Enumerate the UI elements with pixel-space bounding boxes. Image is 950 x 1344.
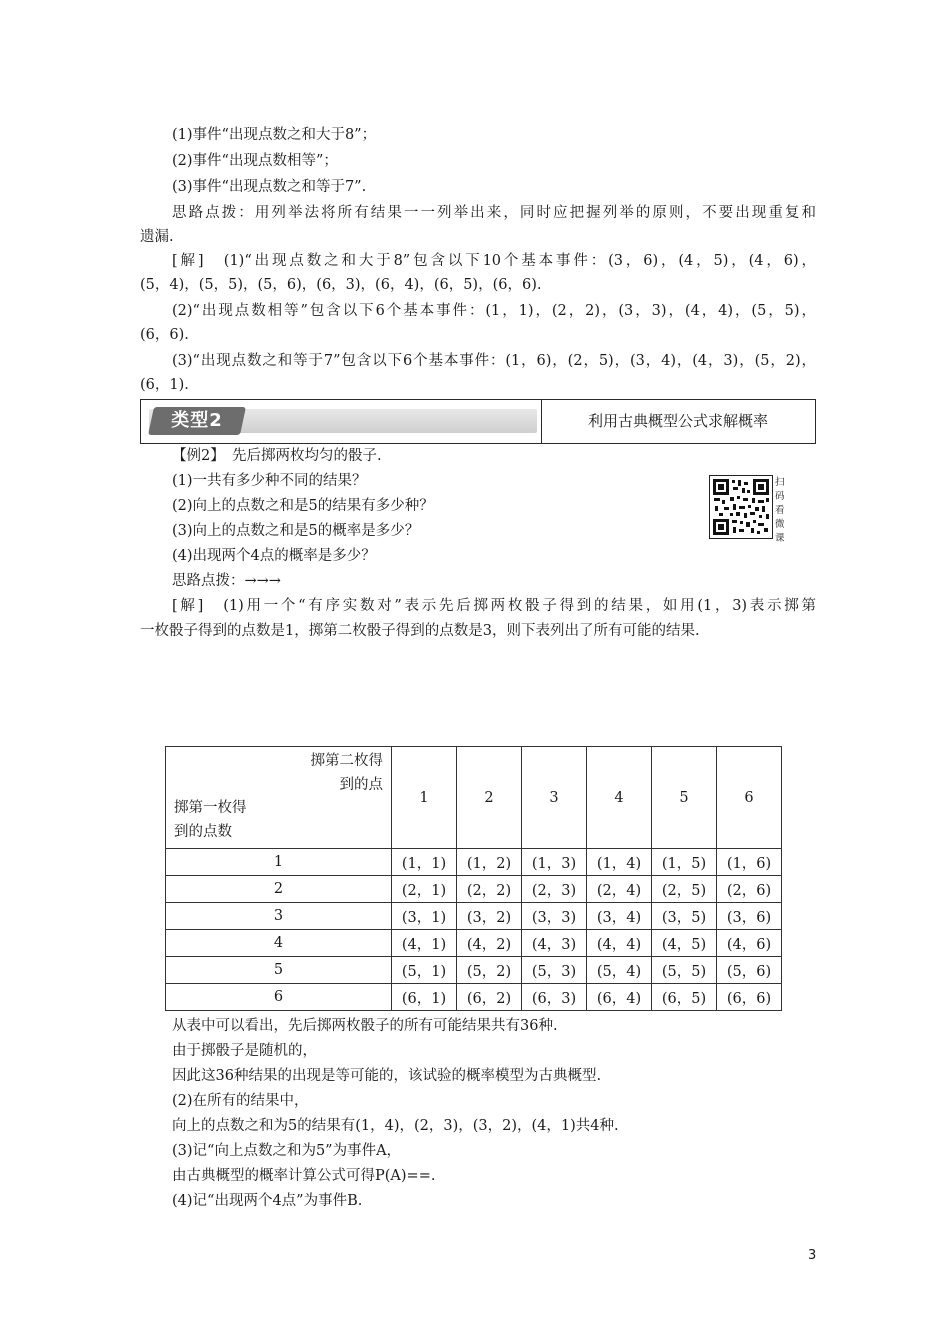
section-title: 利用古典概型公式求解概率: [587, 412, 768, 430]
table-cell: (5，3): [522, 957, 587, 984]
table-cell: (1，3): [522, 849, 587, 876]
solution-3-line-a: (3)“出现点数之和等于7”包含以下6个基本事件：(1，6)，(2，5)，(3，4)，(4，3)，(5，2)，: [172, 353, 816, 369]
question-3: (3)向上的点数之和是5的概率是多少？: [172, 523, 420, 539]
table-corner-cell: [166, 747, 392, 849]
column-header: 2: [457, 747, 522, 849]
conclusion-line-3: 因此这36种结果的出现是等可能的，该试验的概率模型为古典概型.: [172, 1068, 602, 1084]
column-header: 3: [522, 747, 587, 849]
event-item-3: (3)事件“出现点数之和等于7”.: [172, 179, 367, 195]
table-row: [166, 876, 782, 903]
question-1: (1)一共有多少种不同的结果？: [172, 473, 367, 489]
table-cell: (6，1): [392, 984, 457, 1011]
column-header: 1: [392, 747, 457, 849]
table-cell: (3，4): [587, 903, 652, 930]
corner-bottom-line-2: 到的点数: [174, 824, 232, 840]
row-label: 3: [166, 903, 392, 930]
question-2: (2)向上的点数之和是5的结果有多少种？: [172, 498, 434, 514]
table-cell: (1，2): [457, 849, 522, 876]
table-row: [166, 957, 782, 984]
table-cell: (4，2): [457, 930, 522, 957]
table-cell: (6，4): [587, 984, 652, 1011]
corner-top-line-2: 到的点: [339, 777, 383, 793]
table-cell: (3，3): [522, 903, 587, 930]
conclusion-line-5: 向上的点数之和为5的结果有(1，4)，(2，3)，(3，2)，(4，1)共4种.: [172, 1118, 619, 1134]
table-cell: (5，4): [587, 957, 652, 984]
table-cell: (1，4): [587, 849, 652, 876]
row-label: 5: [166, 957, 392, 984]
section-header-bar: [140, 399, 816, 444]
table-cell: (6，2): [457, 984, 522, 1011]
table-cell: (5，2): [457, 957, 522, 984]
hint-2: 思路点拨：→→→: [172, 573, 281, 589]
hint-1-line-b: 遗漏.: [140, 229, 174, 245]
conclusion-line-6: (3)记“向上点数之和为5”为事件A，: [172, 1143, 402, 1159]
row-label: 6: [166, 984, 392, 1011]
table-cell: (3，2): [457, 903, 522, 930]
outcomes-table: [165, 746, 782, 1011]
section-tag-chip: [148, 407, 246, 435]
table-row: [166, 984, 782, 1011]
table-cell: (4，5): [652, 930, 717, 957]
table-cell: (2，1): [392, 876, 457, 903]
table-cell: (2，4): [587, 876, 652, 903]
solution-2-line-b: (6，6).: [140, 327, 189, 343]
table-cell: (6，6): [717, 984, 782, 1011]
table-cell: (3，5): [652, 903, 717, 930]
conclusion-line-8: (4)记“出现两个4点”为事件B.: [172, 1193, 363, 1209]
corner-bottom-line-1: 掷第一枚得: [174, 800, 247, 816]
conclusion-line-4: (2)在所有的结果中，: [172, 1093, 309, 1109]
table-cell: (2，6): [717, 876, 782, 903]
table-cell: (2，3): [522, 876, 587, 903]
row-label: 2: [166, 876, 392, 903]
table-cell: (4，3): [522, 930, 587, 957]
table-cell: (4，4): [587, 930, 652, 957]
solution-4-line-a: [解] (1)用一个“有序实数对”表示先后掷两枚骰子得到的结果，如用(1，3)表示掷第: [172, 598, 816, 614]
solution-2-line-a: (2)“出现点数相等”包含以下6个基本事件：(1，1)，(2，2)，(3，3)，(4，4)，(5，5)，: [172, 303, 816, 319]
column-header: 4: [587, 747, 652, 849]
column-header: 6: [717, 747, 782, 849]
solution-3-line-b: (6，1).: [140, 377, 189, 393]
table-row: [166, 930, 782, 957]
example-title: 【例2】 先后掷两枚均匀的骰子.: [172, 448, 382, 464]
solution-4-line-b: 一枚骰子得到的点数是1，掷第二枚骰子得到的点数是3，则下表列出了所有可能的结果.: [140, 623, 700, 639]
conclusion-line-1: 从表中可以看出，先后掷两枚骰子的所有可能结果共有36种.: [172, 1018, 558, 1034]
table-cell: (1，5): [652, 849, 717, 876]
row-label: 4: [166, 930, 392, 957]
table-cell: (6，3): [522, 984, 587, 1011]
table-cell: (2，2): [457, 876, 522, 903]
qr-code-icon[interactable]: [709, 475, 773, 539]
row-label: 1: [166, 849, 392, 876]
hint-1-line-a: 思路点拨：用列举法将所有结果一一列举出来，同时应把握列举的原则，不要出现重复和: [172, 205, 816, 221]
section-tag-label: 类型2: [171, 410, 223, 431]
question-4: (4)出现两个4点的概率是多少？: [172, 548, 376, 564]
column-header: 5: [652, 747, 717, 849]
table-cell: (1，6): [717, 849, 782, 876]
table-header-row: [166, 747, 782, 849]
event-item-1: (1)事件“出现点数之和大于8”；: [172, 127, 377, 143]
table-cell: (6，5): [652, 984, 717, 1011]
table-cell: (5，5): [652, 957, 717, 984]
conclusion-line-7: 由古典概型的概率计算公式可得P(A)==.: [172, 1168, 436, 1184]
solution-1-line-b: (5，4)，(5，5)，(5，6)，(6，3)，(6，4)，(6，5)，(6，6).: [140, 277, 542, 293]
table-cell: (3，6): [717, 903, 782, 930]
table-cell: (3，1): [392, 903, 457, 930]
table-cell: (4，1): [392, 930, 457, 957]
table-cell: (5，6): [717, 957, 782, 984]
table-cell: (2，5): [652, 876, 717, 903]
section-tag: [141, 400, 542, 443]
table-row: [166, 849, 782, 876]
table-cell: (4，6): [717, 930, 782, 957]
table-row: [166, 903, 782, 930]
qr-caption: 扫码看微课: [775, 477, 785, 544]
table-cell: (5，1): [392, 957, 457, 984]
page-number: 3: [808, 1248, 817, 1263]
table-cell: (1，1): [392, 849, 457, 876]
solution-1-line-a: [解] (1)“出现点数之和大于8”包含以下10个基本事件：(3，6)，(4，5)，(4，6)，: [172, 253, 816, 269]
event-item-2: (2)事件“出现点数相等”；: [172, 153, 338, 169]
corner-top-line-1: 掷第二枚得: [310, 753, 383, 769]
conclusion-line-2: 由于掷骰子是随机的，: [172, 1043, 317, 1059]
